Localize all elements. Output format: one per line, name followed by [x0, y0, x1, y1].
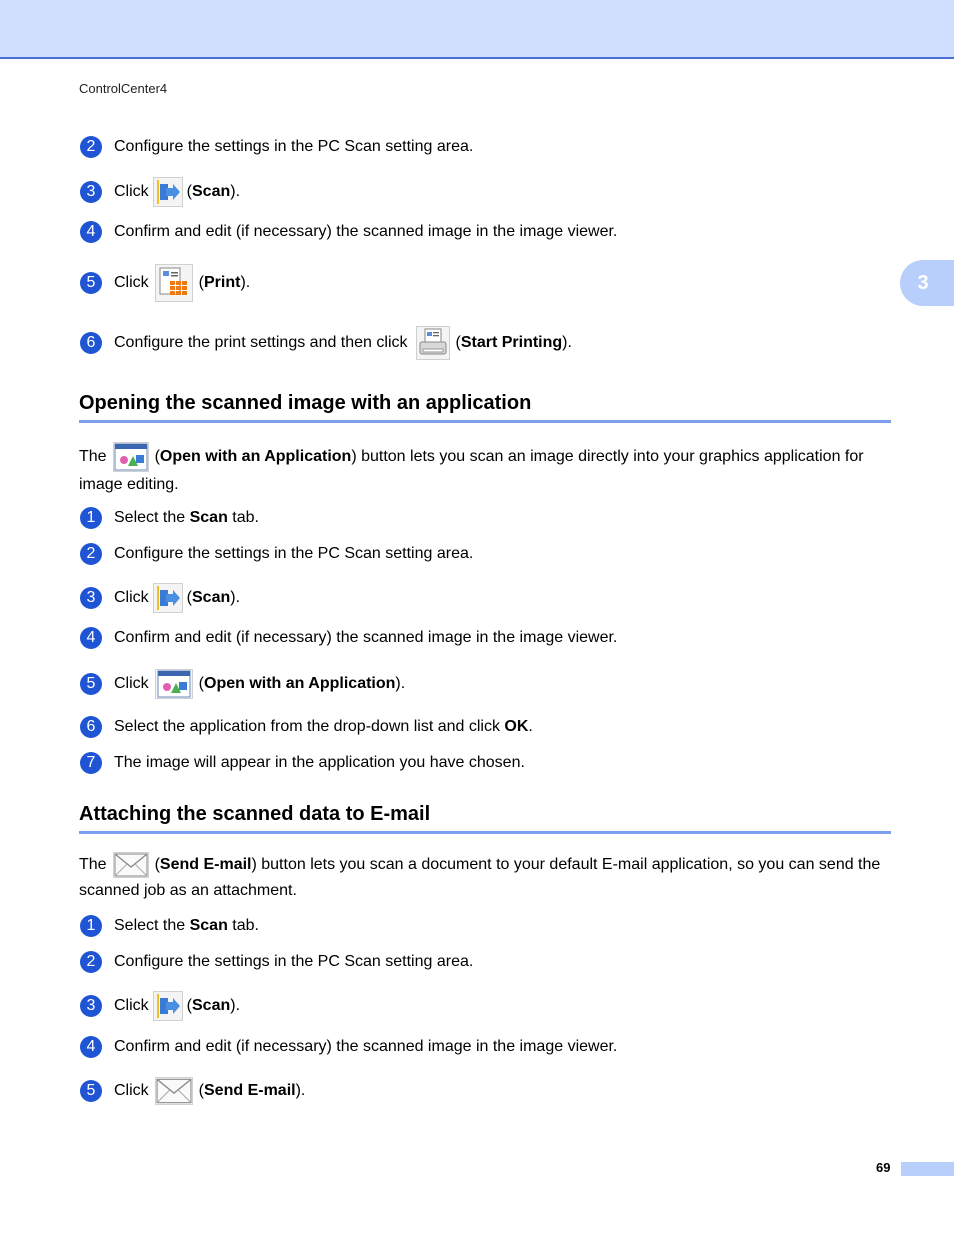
step-number: 4 [80, 1036, 102, 1058]
step-list-item [80, 1033, 617, 1061]
section-heading: Opening the scanned image with an application [79, 392, 891, 423]
step-number: 1 [80, 915, 102, 937]
step-number: 2 [80, 543, 102, 565]
send-email-icon [155, 1077, 193, 1105]
step-list-item: 5 Click ( Send E-mail ). [80, 1077, 305, 1105]
chapter-tab: 3 [900, 260, 954, 306]
step-list-item [80, 624, 617, 652]
step-text: Configure the print settings and then click [114, 334, 408, 351]
print-icon [155, 264, 193, 302]
top-band [0, 0, 954, 59]
section-intro: The (Send E-mail) button lets you scan a document to your default E-mail application, so you can send the scanned job as an attachment. [79, 852, 891, 904]
step-list-item [80, 133, 473, 161]
step-list-item [80, 540, 473, 568]
step-text: Configure the settings in the PC Scan setting area. [114, 138, 474, 155]
step-number: 2 [80, 136, 102, 158]
step-number: 1 [80, 507, 102, 529]
button-label: Send E-mail [204, 1082, 296, 1099]
step-list-item: 1 Select the Scan tab. [80, 504, 259, 532]
step-text: Click [114, 997, 149, 1014]
step-number: 4 [80, 627, 102, 649]
button-label: Print [204, 274, 241, 291]
step-list-item: 5 Click ( Open with an Application ). [80, 670, 405, 698]
page-number: 69 [876, 1160, 891, 1175]
step-text: The image will appear in the application you have chosen. [114, 754, 525, 771]
section-heading: Attaching the scanned data to E-mail [79, 803, 891, 834]
send-email-icon [113, 852, 149, 878]
section-intro: The (Open with an Application) button lets you scan an image directly into your graphics application for image editing. [79, 442, 891, 498]
step-list-item: 6 Configure the print settings and then click ( Start Printing ). [80, 329, 572, 357]
step-text: Confirm and edit (if necessary) the scanned image in the image viewer. [114, 223, 618, 240]
step-list-item: 3 Click ( Scan ). [80, 178, 240, 206]
step-number: 3 [80, 181, 102, 203]
step-list-item: 6 Select the application from the drop-down list and click OK . [80, 713, 533, 741]
open-with-application-icon [155, 669, 193, 699]
step-number: 2 [80, 951, 102, 973]
step-text: Click [114, 589, 149, 606]
button-label: Send E-mail [159, 856, 252, 874]
step-list-item [80, 218, 617, 246]
step-list-item [80, 948, 473, 976]
step-list-item: 3 Click ( Scan ). [80, 992, 240, 1020]
footer-bar [901, 1162, 954, 1176]
step-number: 6 [80, 716, 102, 738]
step-list-item: 3 Click ( Scan ). [80, 584, 240, 612]
button-label: Open with an Application [204, 675, 396, 692]
step-number: 3 [80, 995, 102, 1017]
step-number: 3 [80, 587, 102, 609]
step-list-item: 1 Select the Scan tab. [80, 912, 259, 940]
step-text: Configure the settings in the PC Scan setting area. [114, 953, 474, 970]
step-list-item: 5 Click ( Print ). [80, 269, 250, 297]
step-text: Click [114, 274, 149, 291]
step-text: Click [114, 183, 149, 200]
scan-icon [153, 177, 183, 207]
step-text: Click [114, 675, 149, 692]
button-label: Start Printing [460, 334, 563, 351]
step-number: 5 [80, 673, 102, 695]
button-label: Open with an Application [159, 448, 352, 466]
button-label: Scan [192, 997, 231, 1014]
scan-icon [153, 583, 183, 613]
step-number: 5 [80, 272, 102, 294]
start-printing-icon [416, 326, 450, 360]
button-label: Scan [192, 183, 231, 200]
step-text: Click [114, 1082, 149, 1099]
step-number: 7 [80, 752, 102, 774]
scan-icon [153, 991, 183, 1021]
step-number: 5 [80, 1080, 102, 1102]
step-text: Confirm and edit (if necessary) the scanned image in the image viewer. [114, 629, 618, 646]
open-with-application-icon [113, 442, 149, 472]
step-number: 6 [80, 332, 102, 354]
button-label: Scan [192, 589, 231, 606]
step-number: 4 [80, 221, 102, 243]
step-list-item [80, 749, 525, 777]
running-title: ControlCenter4 [79, 81, 168, 96]
step-text: Configure the settings in the PC Scan setting area. [114, 545, 474, 562]
step-text: Confirm and edit (if necessary) the scanned image in the image viewer. [114, 1038, 618, 1055]
